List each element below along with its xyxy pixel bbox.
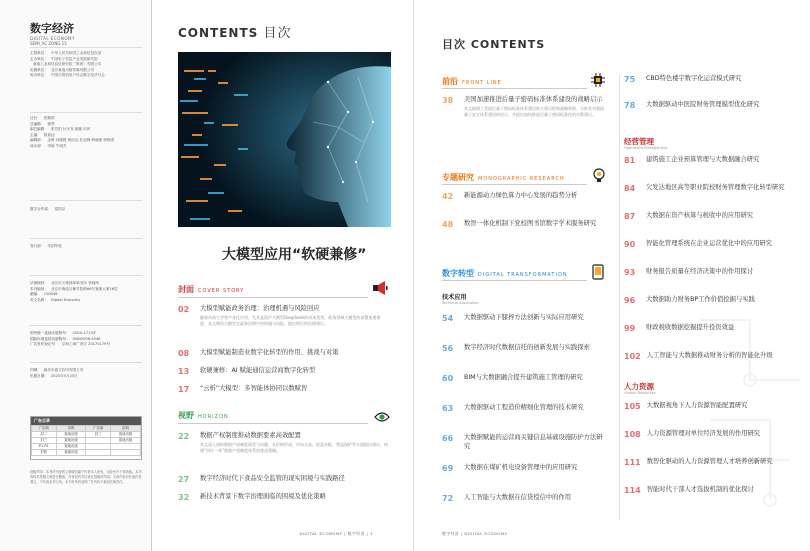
toc-entry[interactable] (178, 432, 388, 454)
toc-entry[interactable] (442, 192, 607, 201)
info-value: 金辉 孙德媛 杨纪达 杜加梅 韩晓燕 郭梅清 (47, 138, 115, 143)
ad-table-cell: 封二 (32, 432, 57, 438)
entry-title (464, 220, 596, 229)
info-value: 北京赛迪出版传媒有限公司 (50, 67, 95, 72)
entry-title (647, 458, 773, 467)
entry-title (647, 352, 773, 361)
magazine-subtitle-en: DIGITAL ECONOMY (30, 36, 75, 41)
section-hr-en: Human Resources (624, 391, 656, 395)
toc-entry[interactable] (178, 367, 388, 376)
info-key: 副总编辑： (30, 127, 48, 132)
section-cn: 专题研究 (442, 173, 474, 182)
info-key: 数字合作部： (30, 207, 52, 211)
entry-title (647, 430, 760, 439)
toc-entry[interactable] (624, 156, 794, 165)
address-info (30, 281, 142, 303)
magazine-issue: SEMI_AC ZONG 15 (30, 41, 67, 46)
entry-title-text: 大数据驱动下膝梓方法创新与实际应用研究 (464, 314, 584, 321)
tech-app-heading-en: Technical Application (442, 301, 479, 305)
info-key: 编辑部： (30, 138, 45, 143)
page-number: 69 (442, 464, 454, 473)
page-number: 32 (178, 493, 190, 502)
page-number: 96 (624, 296, 636, 305)
ad-table-header: 页码 (110, 426, 140, 432)
entry-title (646, 184, 785, 193)
entry-summary: 本文深入剖析数据产权制度现状与问题，从价格形成、市场交易、收益分配、利益保护等方面提出建议，构建“四位一体”数据产权制度体系的推进策略。 (200, 441, 388, 453)
toc-entry[interactable] (442, 494, 607, 503)
ad-table-cell: 赛迪出版 (56, 450, 86, 456)
entry-title (200, 367, 315, 376)
entry-title-text: 数字经济时代下食品安全监管的现实困境与实践路径 (200, 475, 345, 482)
info-key: 国内统一连续出版物号： (30, 331, 70, 335)
info-value: 朱国军庭 (47, 244, 62, 248)
entry-summary: 本文梳理了美国后量子密码标准体系建设的主要历程和战略举措，分析其对我国量子安全体系建设的启示，并提出加快推进后量子密码标准化的对策建议。 (464, 105, 604, 117)
page-number: 75 (624, 75, 636, 84)
entry-title (646, 268, 753, 277)
ad-table-row (32, 450, 141, 456)
entry-title-text: 大数据赋能的运营商关键信息基础设施防护方法研究 (464, 434, 603, 450)
entry-title-text: 大模型赋能制造业数字化转型的作用、挑战与对策 (200, 349, 339, 356)
section-en: MONOGRAPHIC RESEARCH (478, 176, 565, 182)
page-number: 78 (624, 101, 636, 110)
toc-entry[interactable] (178, 475, 388, 484)
info-row (30, 244, 142, 250)
ad-table-cell: 封底 (32, 450, 57, 456)
divider (30, 47, 142, 48)
ad-table-header: 广告商 (86, 426, 111, 432)
ad-index-table (30, 416, 142, 460)
info-row (30, 298, 142, 304)
toc-entry[interactable] (624, 402, 794, 411)
entry-title-text: “云析”大模型：多智能体协同以数赋智 (200, 385, 308, 392)
contents-title-en: CONTENTS (470, 38, 546, 51)
page-number: 56 (442, 344, 454, 353)
entry-title (200, 493, 326, 502)
info-key: 国际标准连续出版物号： (30, 336, 70, 341)
distribution (30, 244, 142, 250)
section-cn: 封面 (178, 285, 194, 294)
page-number: 48 (442, 220, 454, 229)
entry-title-text: 大数据视角下人力资源智能配置研究 (646, 402, 748, 409)
page-number: 38 (442, 96, 454, 105)
section-rule (178, 423, 368, 424)
entry-title-text: 美国加速推进后量子密码标准体系建设的战略启示 (464, 96, 603, 103)
info-key: 主办单位： (30, 56, 48, 61)
entry-title-text: BIM与大数据融合提升建筑施工管理的研究 (464, 374, 583, 381)
entry-title-text: 大数据在煤矿机电设备管理中的应用研究 (464, 464, 578, 471)
ad-table (31, 425, 141, 456)
info-value: CN10-1713/F (72, 331, 97, 335)
entry-title-text: 智能时代干部人才选拔机制的优化探讨 (646, 486, 754, 493)
section-management-en: Operations Management (624, 146, 668, 150)
toc-entry[interactable] (442, 404, 607, 413)
toc-entry[interactable] (624, 324, 794, 333)
page-number: 08 (178, 349, 190, 358)
entry-title (464, 96, 607, 118)
ad-table-cell: 赛迪出版 (110, 438, 140, 444)
entry-title-text: 大数据驱动工程造价精细化管理的技术研究 (464, 404, 584, 411)
entry-title (464, 374, 583, 383)
toc-entry[interactable] (442, 374, 607, 383)
hero-ai-head-image (178, 52, 391, 227)
page-number: 60 (442, 374, 454, 383)
entry-title-text: 数智化驱动的人力资源管理人才培养创新研究 (646, 458, 773, 465)
info-value: 2025年5月25日 (50, 373, 78, 378)
entry-summary: 随着东南大学等产业化应用，尤其是国产大模型DeepSeek的成本优势，政务领域大模型的部署加速推进，本文聚焦大模型在政务治理中的机遇与风险，提出相应的治理建议。 (200, 314, 381, 326)
entry-title (464, 314, 584, 323)
eye-icon (374, 408, 390, 427)
entry-title (646, 296, 755, 305)
toc-entry[interactable] (178, 385, 388, 394)
info-key: 社长： (30, 116, 41, 120)
info-value: 廊坊市盛文彩印有限公司 (43, 368, 84, 372)
divider (30, 325, 142, 326)
phone-icon (592, 264, 604, 284)
info-value: 100048 (43, 292, 58, 297)
page-number: 66 (442, 434, 454, 443)
info-key: 广告发布登记号： (30, 342, 59, 347)
entry-title-text: 新技术背景下数字治理面临的困境及优化策略 (200, 493, 326, 500)
info-value: 京海工商广登字 20170179号 (61, 342, 110, 347)
entry-title (646, 212, 753, 221)
ad-table-cell: 封三 (86, 432, 111, 438)
info-value: 北京市天维律师事务所 李晓炜 (50, 281, 99, 285)
chip-icon (591, 72, 605, 91)
toc-entry[interactable] (178, 349, 388, 358)
info-key: 出版单位： (30, 67, 48, 72)
page-number: 102 (624, 352, 641, 361)
section-cover-story (178, 284, 244, 295)
contents-title-en: CONTENTS (178, 26, 259, 40)
publisher-info (30, 51, 142, 79)
info-value: 陈琼达 (43, 132, 55, 137)
page-number: 54 (442, 314, 454, 323)
ad-table-cell: P1-P2 (32, 444, 57, 450)
page-number: 22 (178, 432, 190, 441)
entry-title-text: 大模型赋能政务治理：治理机遇与风险回应 (200, 305, 320, 312)
entry-title-text: 新能源动力绿色算力中心发展的趋势分析 (464, 192, 578, 199)
divider (30, 112, 142, 113)
page-number: 17 (178, 385, 190, 394)
section-en: COVER STORY (198, 288, 245, 294)
page-number: 27 (178, 475, 190, 484)
info-key: 出版日期： (30, 373, 48, 378)
entry-title-text: 大数据在资产核算与税收中的应用研究 (646, 212, 754, 219)
contents-left-page (152, 0, 414, 551)
page-footer: 数字经济 | DIGITAL ECONOMY (442, 531, 508, 536)
info-value: 谢琴 (47, 121, 55, 126)
megaphone-icon (372, 280, 388, 300)
section-rule (178, 297, 368, 298)
ad-table-cell: 封三 (32, 438, 57, 444)
page-number: 13 (178, 367, 190, 376)
entry-title (200, 432, 388, 454)
entry-title (464, 464, 577, 473)
entry-title-text: 软硬兼修：AI 赋能通信运营商数字化转型 (200, 367, 316, 374)
page-number: 63 (442, 404, 454, 413)
ad-table-cell: 赛迪出版 (56, 438, 86, 444)
section-rule (442, 280, 587, 281)
colophon-page (0, 0, 152, 551)
entry-title-text: 人工智能与大数据推动财务分析的智能化升级 (646, 352, 773, 359)
contents-right-page (414, 0, 810, 551)
toc-entry[interactable] (624, 430, 794, 439)
ad-table-header: 页码 (56, 426, 86, 432)
contents-title-cn: 目次 (263, 26, 292, 41)
toc-entry[interactable] (442, 96, 607, 118)
divider (30, 200, 142, 201)
entry-title (647, 486, 754, 495)
ad-table-cell: 赛迪出版 (56, 444, 86, 450)
entry-title (464, 192, 577, 201)
section-monographic (442, 172, 565, 183)
page-number: 87 (624, 212, 636, 221)
entry-title-text: 欠发达地区高等职业院校财务管理数字化转型研究 (646, 184, 785, 191)
bulb-icon (592, 168, 606, 188)
info-key: 印刷： (30, 368, 41, 372)
info-row (30, 207, 142, 213)
toc-entry[interactable] (442, 220, 607, 229)
section-cn: 前沿 (442, 77, 458, 86)
info-row (30, 374, 142, 380)
info-key: 主管单位： (30, 51, 48, 55)
info-key: 本刊地址： (30, 286, 48, 291)
entry-title-text: CBD特色楼宇数字化运营模式研究 (646, 75, 742, 82)
toc-entry[interactable] (624, 486, 794, 495)
toc-entry[interactable] (624, 212, 794, 221)
entry-title-text: 财务报告质量在经济决策中的作用探讨 (646, 268, 754, 275)
section-horizon (178, 410, 229, 421)
entry-title-text: 数据产权制度推动数据要素高效配置 (200, 432, 301, 439)
entry-title (647, 402, 748, 411)
magazine-masthead (30, 20, 75, 46)
entry-title-text: 数智一体化机制下党校图书馆数字学术服务研究 (464, 220, 597, 227)
page-number: 105 (624, 402, 641, 411)
toc-entry[interactable] (624, 75, 794, 84)
entry-title-text: 财政税收数据挖掘提升投资效益 (646, 324, 735, 331)
entry-title (464, 404, 584, 413)
section-frontier (442, 76, 502, 87)
ad-table-cell (86, 450, 111, 456)
info-key: 主编： (30, 132, 41, 137)
entry-title (646, 75, 741, 84)
entry-title (200, 475, 345, 484)
page-number: 02 (178, 305, 190, 314)
toc-entry[interactable] (442, 314, 607, 323)
page-number: 93 (624, 268, 636, 277)
entry-title (200, 305, 388, 327)
serial-numbers (30, 331, 142, 348)
entry-title (464, 344, 590, 353)
section-cn: 数字转型 (442, 269, 474, 278)
info-value: 北京市海淀区紫竹院路66号赛迪大厦16层 (50, 286, 118, 291)
entry-title-text: 人力资源管理对单位经济发展的作用研究 (646, 430, 761, 437)
section-cn: 经营管理 (624, 137, 654, 146)
info-key: 总编辑： (30, 121, 45, 126)
toc-entry[interactable] (178, 493, 388, 502)
entry-title-text: 建筑施工企业预算管理与大数据融合研究 (646, 156, 760, 163)
ad-table-cell: 赛迪出版 (110, 432, 140, 438)
section-cn: 人力资源 (624, 382, 654, 391)
section-cn: 视野 (178, 411, 194, 420)
column-divider (619, 75, 620, 520)
entry-title-text: 人工智能与大数据在信贷授信中的作用 (464, 494, 572, 501)
entry-title (464, 434, 607, 451)
info-key: 协办单位： (30, 73, 48, 78)
section-rule (442, 88, 587, 89)
toc-entry[interactable] (624, 296, 794, 305)
info-value: ISSN2096-9546 (72, 336, 101, 341)
submission-note: 投稿声明：本刊所刊登的文章版权属于作者本人所有，未经允许不得转载。本刊有权对投稿文章进行删改，作者如有异议请在投稿时声明。文章内容仅代表作者观点，不代表本刊立场。本刊对所刊登的广告内容不承担法律责任。 (30, 470, 142, 484)
divider (30, 275, 142, 276)
toc-entry[interactable] (624, 268, 794, 277)
info-value: 张勤惟 (43, 116, 55, 120)
contents-title-cn: 目次 (442, 38, 466, 51)
entry-title (200, 385, 307, 394)
page-number: 81 (624, 156, 636, 165)
info-value: 中华人民共和国工业和信息化部 (50, 51, 102, 55)
feature-title: 大模型应用“软硬兼修” (222, 247, 367, 263)
ad-table-header: 广告商 (32, 426, 57, 432)
section-en: HORIZON (198, 414, 229, 420)
page-number: 72 (442, 494, 454, 503)
section-rule (442, 184, 587, 185)
digital-cooperation (30, 207, 142, 213)
info-row (30, 144, 142, 150)
ad-table-cell (110, 450, 140, 456)
contents-title (442, 36, 545, 52)
ad-table-cell: 赛迪出版 (56, 432, 86, 438)
info-key: 邮编： (30, 292, 41, 297)
contents-title (178, 22, 292, 41)
toc-entry[interactable] (624, 184, 794, 193)
magazine-title: 数字经济 (30, 22, 74, 35)
toc-entry[interactable] (624, 101, 794, 110)
info-key: 发行部： (30, 244, 45, 248)
entry-title (646, 156, 759, 165)
entry-title (646, 324, 734, 333)
info-key: 法律顾问： (30, 281, 48, 285)
page-number: 108 (624, 430, 641, 439)
entry-title (464, 494, 571, 503)
entry-title (200, 349, 339, 358)
entry-title (646, 240, 772, 249)
info-value: 中国计算机用户协会数字经济分会 (50, 73, 105, 78)
page-number: 42 (442, 192, 454, 201)
entry-title-text: 大数据驱动中医院财务管理模型优化研究 (646, 101, 760, 108)
page-footer: DIGITAL ECONOMY | 数字经济 | 1 (299, 531, 373, 536)
section-en: FRONT LINE (462, 80, 502, 86)
toc-entry[interactable] (624, 240, 794, 249)
info-key: 英文名称： (30, 297, 48, 302)
entry-title (646, 101, 759, 110)
info-row (30, 342, 142, 348)
divider (30, 362, 142, 363)
editorial-staff (30, 116, 142, 150)
section-digital-transformation (442, 268, 568, 279)
divider (30, 238, 142, 239)
toc-entry[interactable] (624, 352, 794, 361)
entry-title-text: 大数据助力财务BP工作价值挖掘与实践 (646, 296, 755, 303)
toc-entry[interactable] (624, 458, 794, 467)
info-value: 赛迪工业和信息化研究院（集团）有限公司 (33, 62, 102, 67)
ad-index-title: 广告目录 (31, 417, 141, 425)
toc-entry[interactable] (178, 305, 388, 327)
circuit-watermark (690, 300, 810, 550)
info-value: Digital Economy (50, 297, 81, 302)
page-number: 90 (624, 240, 636, 249)
info-value: 张芳阳 付永发 姚娜 田萍 (50, 127, 91, 132)
info-value: 中国电子信息产业发展研究院 (50, 56, 98, 61)
info-key: 设计部： (30, 143, 45, 148)
toc-entry[interactable] (442, 344, 607, 353)
printing-info (30, 368, 142, 379)
page-number: 84 (624, 184, 636, 193)
entry-title-text: 智能化管理系统在企业运营优化中的应用研究 (646, 240, 772, 247)
info-value: 李晓 牛明杰 (47, 143, 67, 148)
tech-app-heading: 技术应用 (442, 294, 467, 301)
toc-entry[interactable] (442, 434, 607, 451)
toc-entry[interactable] (442, 464, 607, 473)
page-number: 99 (624, 324, 636, 333)
section-en: DIGITAL TRANSFORMATION (478, 272, 568, 278)
entry-title-text: 数字经济时代数据信托的创新发展与实践探索 (464, 344, 590, 351)
info-row (30, 73, 142, 79)
page-number: 114 (624, 486, 641, 495)
info-value: 葛国臣 (54, 207, 66, 211)
page-number: 111 (624, 458, 641, 467)
